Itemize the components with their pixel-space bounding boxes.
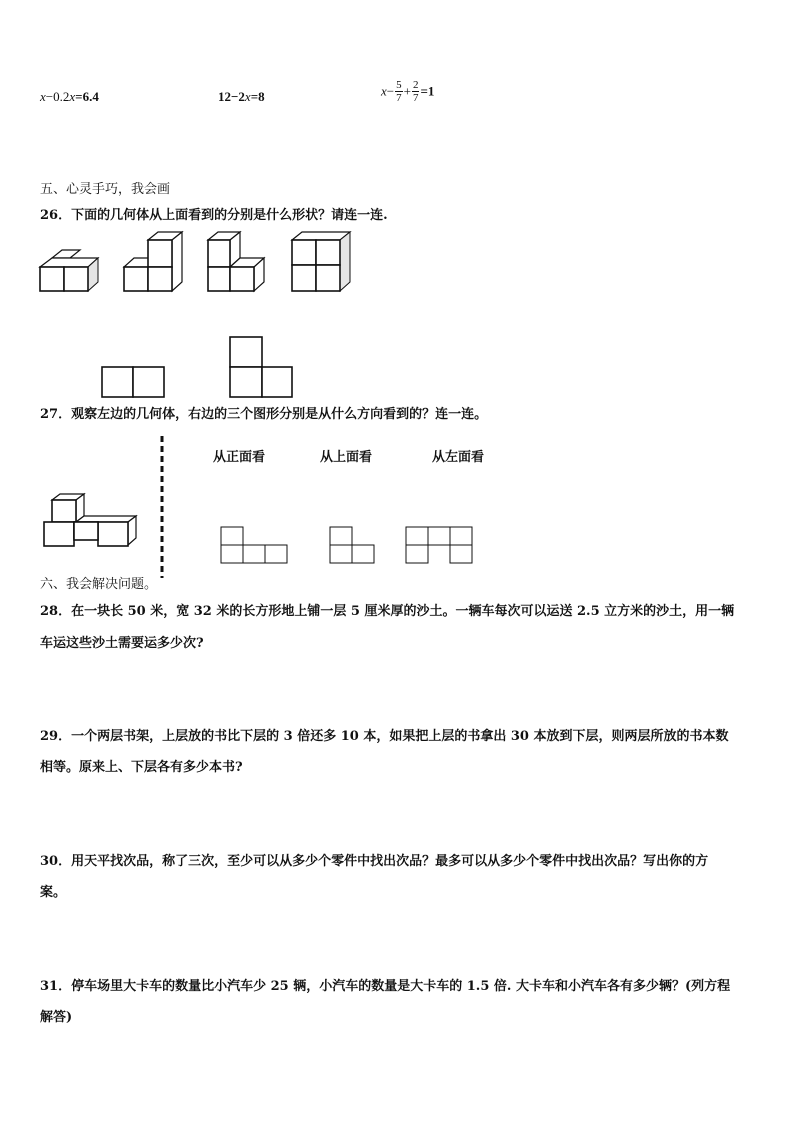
fraction-1-num: 5 <box>396 79 402 91</box>
equation-3-var: x <box>381 83 387 99</box>
equation-1-var: x <box>40 89 46 104</box>
question-29-line-1: 29．一个两层书架，上层放的书比下层的 3 倍还多 10 本，如果把上层的书拿出 30 本放到下层，则两层所放的书本数 <box>40 729 729 744</box>
equation-3-plus: + <box>403 83 411 99</box>
equation-2-var: x <box>244 89 251 104</box>
question-28-line-1: 28．在一块长 50 米，宽 32 米的长方形地上铺一层 5 厘米厚的沙土。一辆车每次可以运送 2.5 立方米的沙土，用一辆 <box>40 604 735 619</box>
view-figure-1 <box>221 527 287 563</box>
section-6-title: 六、我会解决问题。 <box>40 577 158 592</box>
equation-2-rhs: =8 <box>250 89 265 104</box>
equation-3-rhs: =1 <box>420 83 435 99</box>
question-31-line-1: 31．停车场里大卡车的数量比小汽车少 25 辆，小汽车的数量是大卡车的 1.5 倍. 大卡车和小汽车各有多少辆？(列方程 <box>40 979 731 994</box>
label-front-view: 从正面看 <box>213 450 266 465</box>
question-26: 26．下面的几何体从上面看到的分别是什么形状？请连一连. <box>40 208 388 223</box>
label-top-view: 从上面看 <box>320 450 373 465</box>
section-5-title: 五、心灵手巧，我会画 <box>40 182 171 197</box>
equation-1-var2: x <box>69 89 76 104</box>
question-28-line-2: 车运这些沙土需要运多少次? <box>40 636 204 651</box>
question-29-line-2: 相等。原来上、下层各有多少本书? <box>40 760 243 775</box>
question-30-line-1: 30．用天平找次品，称了三次，至少可以从多少个零件中找出次品？最多可以从多少个零件中找出次品？写出你的方 <box>40 854 709 869</box>
fraction-2-den: 7 <box>412 92 419 104</box>
equation-2-lhs: 12−2 <box>218 89 245 104</box>
label-left-view: 从左面看 <box>432 450 485 465</box>
equation-1-rhs: =6.4 <box>75 89 99 104</box>
question-31-line-2: 解答) <box>40 1010 73 1025</box>
view-figure-3 <box>406 527 472 563</box>
fraction-2-num: 2 <box>412 79 419 91</box>
equation-1-op: −0.2 <box>45 89 70 104</box>
question-30-line-2: 案。 <box>40 885 67 900</box>
equation-3-minus: − <box>386 83 395 99</box>
question-27: 27．观察左边的几何体，右边的三个图形分别是从什么方向看到的？连一连。 <box>40 407 488 422</box>
view-figure-2 <box>330 527 374 563</box>
fraction-1-den: 7 <box>396 92 402 104</box>
q27-solid <box>44 494 136 546</box>
